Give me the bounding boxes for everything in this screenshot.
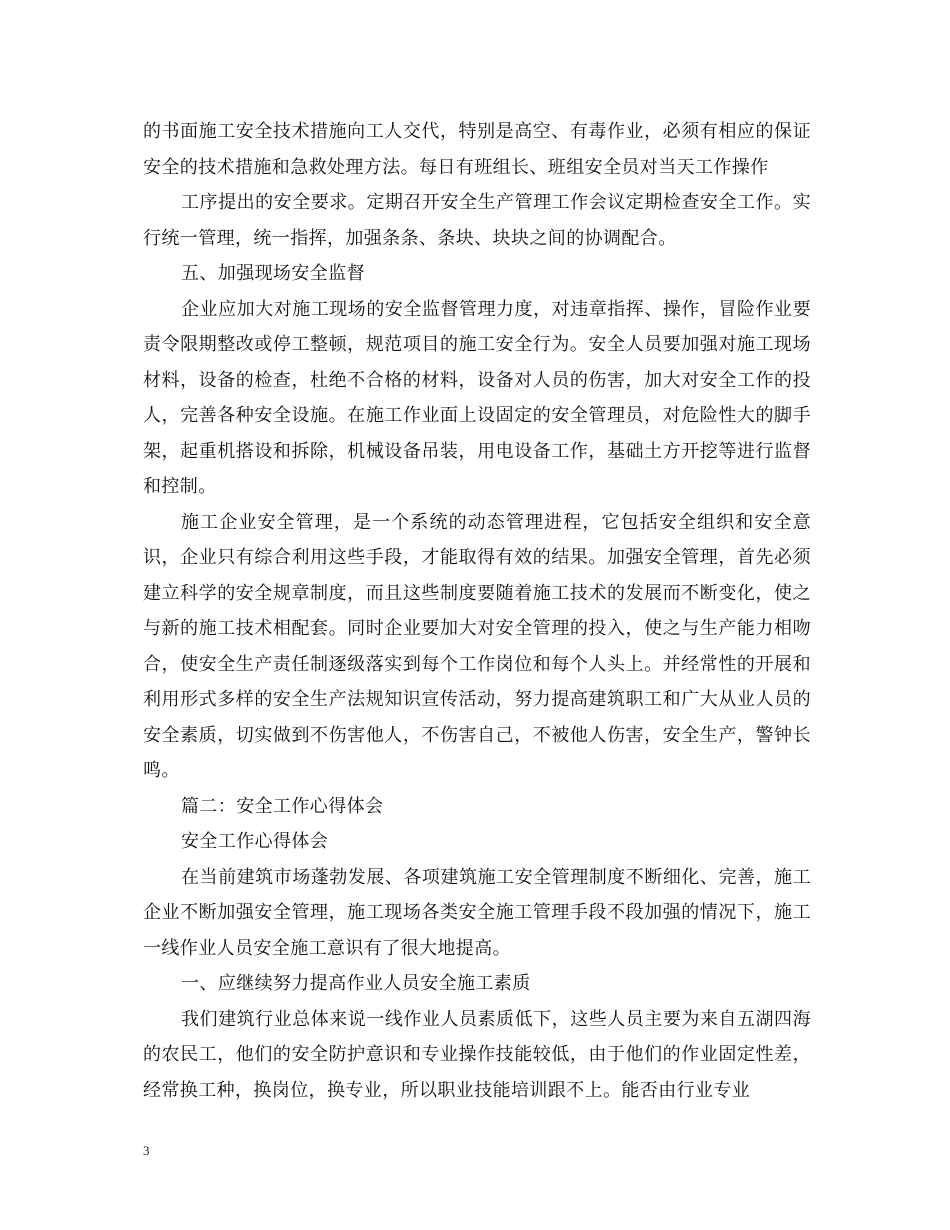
paragraph-1: 的书面施工安全技术措施向工人交代，特别是高空、有毒作业，必须有相应的保证安全的技术措施和急救处理方法。每日有班组长、班组安全员对当天工作操作 [143, 121, 811, 178]
paragraph-6: 我们建筑行业总体来说一线作业人员素质低下，这些人员主要为来自五湖四海的农民工，他们的安全防护意识和专业操作技能较低，由于他们的作业固定性差，经常换工种，换岗位，换专业，所以职业技能培训跟不上。能否由行业专业 [143, 1008, 811, 1101]
paragraph-5: 在当前建筑市场蓬勃发展、各项建筑施工安全管理制度不断细化、完善，施工企业不断加强安全管理，施工现场各类安全施工管理手段不段加强的情况下，施工一线作业人员安全施工意识有了很大地提高。 [143, 866, 811, 959]
page-number: 3 [143, 1143, 150, 1158]
paragraph-2: 工序提出的安全要求。定期召开安全生产管理工作会议定期检查安全工作。实行统一管理，统一指挥，加强条条、条块、块块之间的协调配合。 [143, 192, 811, 249]
article-title: 安全工作心得体会 [181, 831, 329, 852]
section-heading-5: 五、加强现场安全监督 [181, 263, 365, 284]
article-heading: 篇二：安全工作心得体会 [181, 795, 384, 817]
document-body [143, 114, 811, 1108]
paragraph-3: 企业应加大对施工现场的安全监督管理力度，对违章指挥、操作，冒险作业要责令限期整改或停工整顿，规范项目的施工安全行为。安全人员要加强对施工现场材料，设备的检查，杜绝不合格的材料，设备对人员的伤害，加大对安全工作的投人，完善各种安全设施。在施工作业面上设固定的安全管理员，对危险性大的脚手架，起重机搭设和拆除，机械设备吊装，用电设备工作，基础土方开挖等进行监督和控制。 [143, 298, 811, 497]
section-heading-1: 一、应继续努力提高作业人员安全施工素质 [181, 973, 531, 994]
paragraph-4: 施工企业安全管理，是一个系统的动态管理进程，它包括安全组织和安全意识，企业只有综合利用这些手段，才能取得有效的结果。加强安全管理，首先必须建立科学的安全规章制度，而且这些制度要随着施工技术的发展而不断变化，使之与新的施工技术相配套。同时企业要加大对安全管理的投入，使之与生产能力相吻合，使安全生产责任制逐级落实到每个工作岗位和每个人头上。并经常性的开展和利用形式多样的安全生产法规知识宣传活动，努力提高建筑职工和广大从业人员的安全素质，切实做到不伤害他人，不伤害自己，不被他人伤害，安全生产，警钟长鸣。 [143, 511, 811, 781]
